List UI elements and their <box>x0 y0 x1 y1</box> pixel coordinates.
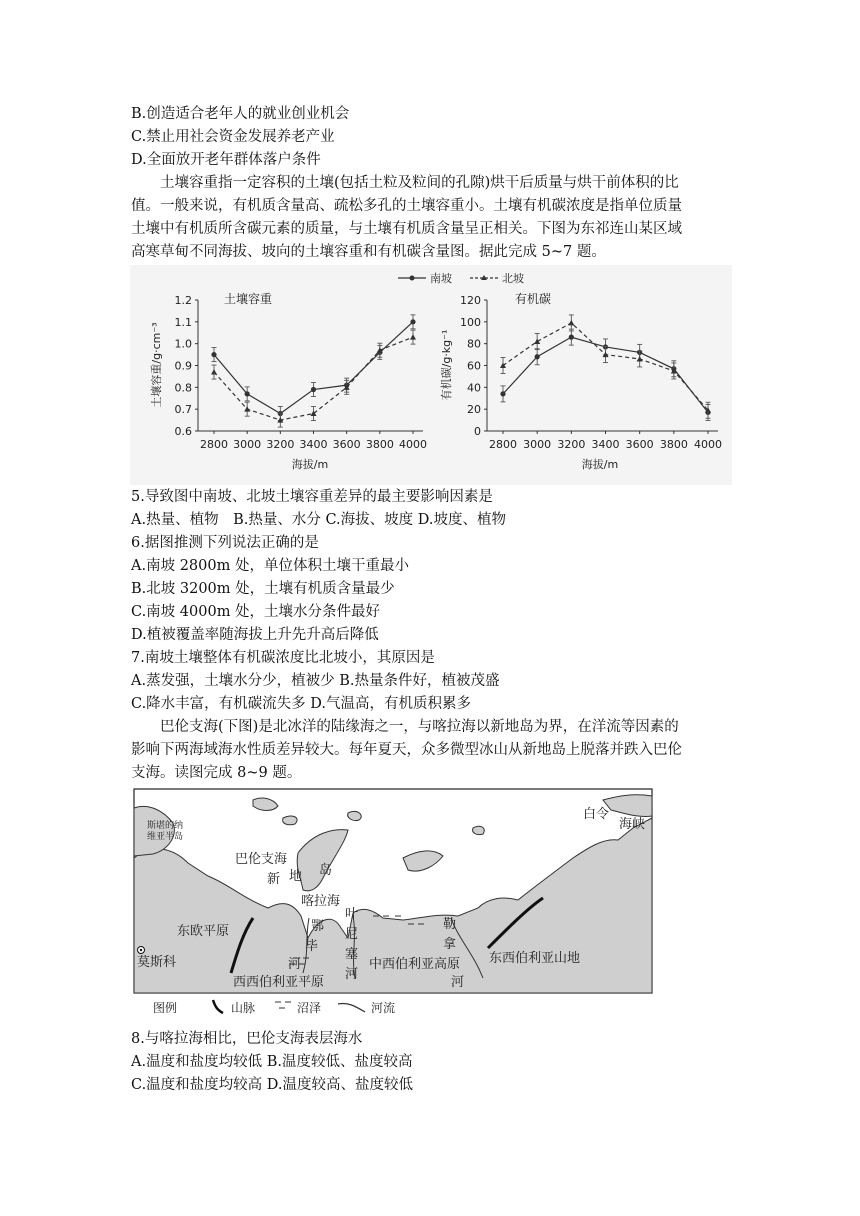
right-x-label: 海拔/m <box>581 458 619 471</box>
right-x-tick-label: 3400 <box>591 438 620 451</box>
label-kara: 喀拉海 <box>301 894 341 909</box>
right-point-south <box>500 391 505 396</box>
right-y-tick-label: 40 <box>467 381 481 395</box>
russia-map-figure <box>133 788 653 1018</box>
right-y-tick-label: 0 <box>474 425 481 438</box>
passage1-line: 高寒草甸不同海拔、坡向的土壤容重和有机碳含量图。据此完成 5~7 题。 <box>131 244 606 260</box>
passage1-line: 土壤容重指一定容积的土壤(包括土粒及粒间的孔隙)烘干后质量与烘干前体积的比 <box>160 175 679 191</box>
question-7-options-ab: A.蒸发强，土壤水分少，植被少 B.热量条件好，植被茂盛 <box>131 673 500 689</box>
label-west-siberia: 西西伯利亚平原 <box>233 975 325 990</box>
right-x-tick-label: 3200 <box>557 438 586 451</box>
left-x-tick-label: 3600 <box>332 438 361 451</box>
left-y-tick-label: 1.0 <box>174 337 192 351</box>
legend-river-symbol <box>338 1003 365 1012</box>
left-chart-title: 土壤容重 <box>224 292 273 306</box>
right-point-south <box>535 354 540 359</box>
question-6-option-b: B.北坡 3200m 处，土壤有机质含量最少 <box>131 581 395 597</box>
left-x-tick-label: 2800 <box>200 438 228 451</box>
question-6-option-d: D.植被覆盖率随海拔上升先升高后降低 <box>131 627 379 643</box>
passage2-line: 巴伦支海(下图)是北冰洋的陆缘海之一，与喀拉海以新地岛为界，在洋流等因素的 <box>160 719 679 735</box>
question-6-option-a: A.南坡 2800m 处，单位体积土壤干重最小 <box>131 558 409 574</box>
left-point-south <box>410 319 415 324</box>
left-point-south <box>311 387 316 392</box>
left-point-south <box>245 391 250 396</box>
soil-charts-figure <box>130 265 732 485</box>
soil-charts <box>130 265 732 485</box>
question-5: 5.导致图中南坡、北坡土壤容重差异的最主要影响因素是 <box>131 489 493 505</box>
left-x-tick-label: 3000 <box>233 438 262 451</box>
option-b-prev: B.创造适合老年人的就业创业机会 <box>131 106 350 122</box>
passage2-line: 支海。读图完成 8~9 题。 <box>131 765 302 781</box>
label-novaya-zemlya: 新 <box>267 872 281 887</box>
right-x-tick-label: 3000 <box>523 438 552 451</box>
label-yenisei: 叶 <box>345 907 359 922</box>
legend-swamp-symbol <box>275 1002 291 1008</box>
left-y-tick-label: 0.9 <box>174 359 192 373</box>
left-x-tick-label: 4000 <box>399 438 427 451</box>
right-y-label: 有机碳/g·kg⁻¹ <box>440 329 453 401</box>
label-east-siberia: 东西伯利亚山地 <box>489 951 581 966</box>
passage1-line: 值。一般来说，有机质含量高、疏松多孔的土壤容重小。土壤有机碳浓度是指单位质量 <box>131 198 682 214</box>
question-6: 6.据图推测下列说法正确的是 <box>131 535 319 551</box>
legend-title: 图例 <box>153 1001 178 1015</box>
label-bering: 海峡 <box>619 817 646 832</box>
left-y-tick-label: 0.6 <box>174 425 192 438</box>
legend-south-label: 南坡 <box>430 272 452 285</box>
legend-south-marker <box>410 276 415 281</box>
label-scandinavia: 斯堪的纳 <box>147 821 184 831</box>
label-yenisei: 河 <box>345 967 359 982</box>
label-lena: 河 <box>451 975 465 990</box>
right-point-south <box>569 335 574 340</box>
left-y-tick-label: 0.7 <box>174 403 192 417</box>
label-ob: 河 <box>288 957 302 972</box>
legend-river-label: 河流 <box>371 1001 396 1015</box>
left-y-tick-label: 0.8 <box>174 381 192 395</box>
russia-map <box>133 788 653 1018</box>
right-y-tick-label: 100 <box>460 315 481 329</box>
label-ob: 毕 <box>305 939 319 954</box>
question-7-options-cd: C.降水丰富，有机碳流失多 D.气温高，有机质积累多 <box>131 696 472 712</box>
question-5-options: A.热量、植物 B.热量、水分 C.海拔、坡度 D.坡度、植物 <box>131 512 506 528</box>
label-moscow: 莫斯科 <box>137 955 177 970</box>
label-lena: 勒 <box>443 917 457 932</box>
passage1-line: 土壤中有机质所含碳元素的质量，与土壤有机质含量呈正相关。下图为东祁连山某区域 <box>131 221 682 237</box>
label-east-europe: 东欧平原 <box>177 924 230 939</box>
option-c-prev: C.禁止用社会资金发展养老产业 <box>131 129 335 145</box>
option-d-prev: D.全面放开老年群体落户条件 <box>131 152 321 168</box>
right-y-tick-label: 80 <box>467 337 481 351</box>
label-barents: 巴伦支海 <box>235 852 288 867</box>
figure-background <box>130 265 732 485</box>
legend-north-label: 北坡 <box>502 272 524 285</box>
left-x-tick-label: 3800 <box>365 438 394 451</box>
left-x-tick-label: 3400 <box>299 438 328 451</box>
right-x-tick-label: 2800 <box>489 438 517 451</box>
right-x-tick-label: 4000 <box>694 438 722 451</box>
question-8-options-ab: A.温度和盐度均较低 B.温度较低、盐度较高 <box>131 1054 413 1070</box>
passage2-line: 影响下两海域海水性质差异较大。每年夏天，众多微型冰山从新地岛上脱落并跌入巴伦 <box>131 742 682 758</box>
left-x-label: 海拔/m <box>291 458 329 471</box>
right-y-tick-label: 120 <box>460 294 481 307</box>
label-bering: 白令 <box>583 807 610 822</box>
label-novaya-zemlya: 岛 <box>319 863 333 878</box>
map-legend <box>153 1000 395 1015</box>
right-y-tick-label: 20 <box>467 403 481 417</box>
left-y-tick-label: 1.1 <box>174 315 192 329</box>
legend-swamp-label: 沼泽 <box>297 1001 322 1015</box>
label-scandinavia: 维亚半岛 <box>147 832 184 842</box>
legend-mountain-label: 山脉 <box>231 1001 256 1015</box>
left-y-tick-label: 1.2 <box>174 294 192 307</box>
franz-josef-island <box>283 816 297 825</box>
right-x-tick-label: 3800 <box>659 438 688 451</box>
right-y-tick-label: 60 <box>467 359 481 373</box>
moscow-dot <box>140 949 142 951</box>
label-lena: 拿 <box>443 937 457 952</box>
left-point-south <box>211 352 216 357</box>
question-8-options-cd: C.温度和盐度均较高 D.温度较高、盐度较低 <box>131 1077 414 1093</box>
label-novaya-zemlya: 地 <box>289 869 303 884</box>
label-yenisei: 塞 <box>345 947 359 962</box>
question-8: 8.与喀拉海相比，巴伦支海表层海水 <box>131 1031 363 1047</box>
right-x-tick-label: 3600 <box>625 438 654 451</box>
new-siberian-island <box>473 826 485 834</box>
small-island <box>348 811 362 820</box>
left-y-label: 土壤容重/g·cm⁻³ <box>150 322 163 408</box>
label-yenisei: 尼 <box>345 927 359 942</box>
label-central-siberia: 中西伯利亚高原 <box>369 957 461 972</box>
right-chart-title: 有机碳 <box>515 292 552 306</box>
question-6-option-c: C.南坡 4000m 处，土壤水分条件最好 <box>131 604 381 620</box>
question-7: 7.南坡土壤整体有机碳浓度比北坡小，其原因是 <box>131 650 435 666</box>
left-x-tick-label: 3200 <box>266 438 295 451</box>
legend-mountain-symbol <box>213 1000 223 1013</box>
label-ob: 鄂 <box>311 919 325 934</box>
